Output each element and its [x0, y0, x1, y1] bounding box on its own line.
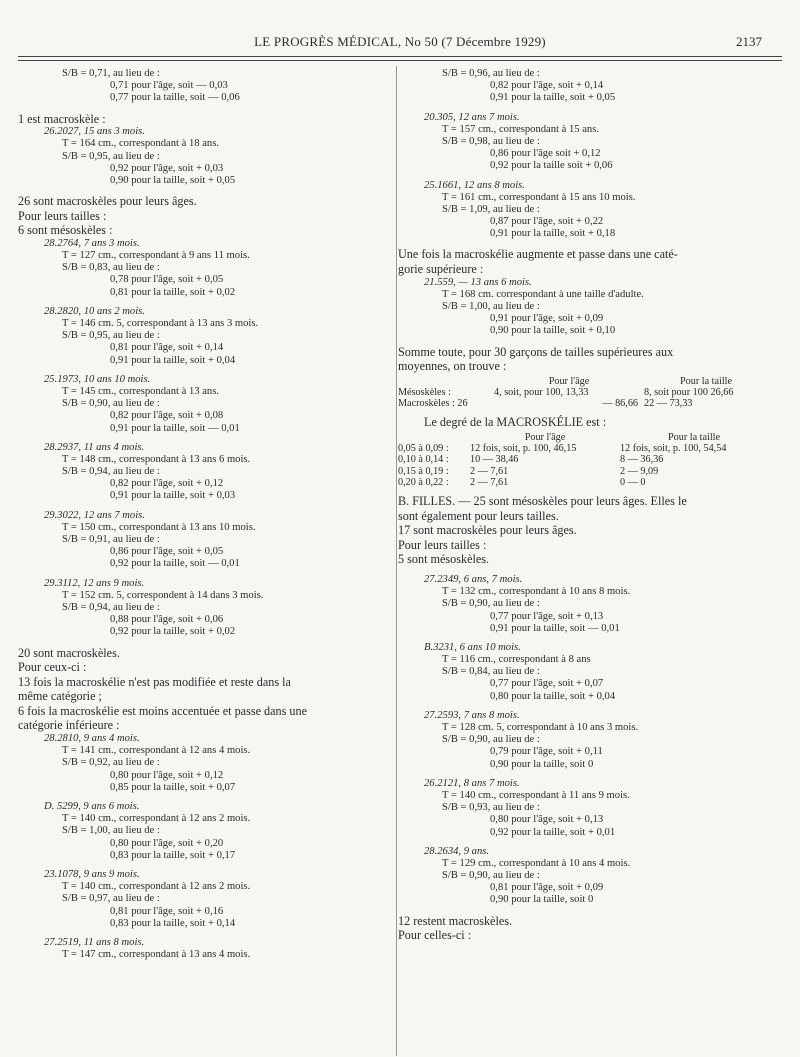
right-column-part-a — [398, 68, 770, 374]
text-line: T = 140 cm., correspondant à 12 ans 2 mois. — [62, 813, 251, 825]
right-column — [398, 68, 770, 943]
table-head-cell: Pour l'âge — [524, 431, 566, 443]
text-line: 0,90 pour la taille, soit 0 — [490, 894, 594, 906]
text-line: 0,77 pour l'âge, soit + 0,13 — [490, 610, 604, 622]
text-line: 0,82 pour l'âge, soit + 0,08 — [110, 410, 224, 422]
table-cell: 8 — 36,36 — [620, 454, 664, 466]
text-line: 0,91 pour l'âge, soit + 0,09 — [490, 313, 604, 325]
text-line: S/B = 0,91, au lieu de : — [62, 534, 160, 545]
text-line: S/B = 0,98, au lieu de : — [442, 135, 540, 147]
paragraph-line: Pour leurs tailles : — [18, 208, 107, 223]
text-line: T = 127 cm., correspondant à 9 ans 11 mois. — [62, 250, 250, 262]
text-line: 0,81 pour l'âge, soit + 0,09 — [490, 882, 604, 894]
running-header — [18, 34, 782, 52]
text-line: 27.2519, 11 ans 8 mois. — [44, 936, 145, 948]
text-line: 0,87 pour l'âge, soit + 0,22 — [490, 216, 604, 228]
paragraph-line: 17 sont macroskèles pour leurs âges. — [398, 523, 577, 538]
text-line: 21.559, — 13 ans 6 mois. — [424, 276, 532, 288]
text-line: 27.2593, 7 ans 8 mois. — [424, 709, 520, 721]
table-row — [398, 466, 768, 477]
table-cell: 4, soit, pour 100, 13,33 — [494, 386, 589, 398]
text-line: T = 152 cm. 5, correspondent à 14 dans 3 mois. — [62, 589, 264, 601]
text-line: 0,82 pour l'âge, soit + 0,14 — [490, 80, 604, 92]
spacer — [398, 839, 770, 846]
text-line: T = 146 cm. 5, correspondant à 13 ans 3 mois. — [62, 318, 259, 329]
text-line: 0,81 pour l'âge, soit + 0,16 — [110, 905, 224, 917]
text-line: 25.1973, 10 ans 10 mois. — [44, 373, 151, 385]
journal-title: LE PROGRÈS MÉDICAL, No 50 (7 Décembre 1929) — [254, 34, 546, 49]
spacer — [398, 771, 770, 778]
text-line: 27.2349, 6 ans, 7 mois. — [424, 573, 523, 585]
text-line: 0,88 pour l'âge, soit + 0,06 — [110, 614, 224, 626]
table-row — [398, 477, 768, 488]
text-line: B.3231, 6 ans 10 mois. — [424, 641, 521, 653]
spacer — [18, 299, 386, 306]
text-line: S/B = 1,00, au lieu de : — [62, 825, 160, 837]
paragraph-line: Somme toute, pour 30 garçons de tailles supérieures aux — [398, 344, 674, 359]
column-divider — [396, 66, 397, 1056]
left-column — [18, 68, 386, 961]
text-line: T = 132 cm., correspondant à 10 ans 8 mois. — [442, 586, 631, 598]
paragraph-line: 12 restent macroskèles. — [398, 913, 513, 928]
text-line: S/B = 0,90, au lieu de : — [442, 734, 540, 746]
text-line: S/B = 0,97, au lieu de : — [62, 893, 160, 905]
text-line: T = 157 cm., correspondant à 15 ans. — [442, 123, 599, 135]
paragraph-line: 20 sont macroskèles. — [18, 645, 120, 660]
table-cell: 12 fois, soit, p. 100, 46,15 — [470, 443, 577, 455]
text-line: S/B = 0,96, au lieu de : — [442, 68, 540, 79]
text-line: 26.2027, 15 ans 3 mois. — [44, 126, 145, 138]
table-row — [398, 387, 768, 398]
text-line: 0,78 pour l'âge, soit + 0,05 — [110, 274, 224, 286]
text-line: T = 161 cm., correspondant à 15 ans 10 mois. — [442, 191, 636, 203]
spacer — [18, 794, 386, 801]
spacer — [18, 571, 386, 578]
paragraph-line: même catégorie ; — [18, 689, 102, 704]
text-line: 0,91 pour la taille, soit + 0,05 — [490, 92, 616, 104]
text-line: S/B = 0,84, au lieu de : — [442, 666, 540, 678]
table-cell: 0,15 à 0,19 : — [398, 465, 449, 477]
text-line: 25.1661, 12 ans 8 mois. — [424, 179, 525, 191]
text-line: S/B = 0,95, au lieu de : — [62, 330, 160, 342]
text-line: 28.2937, 11 ans 4 mois. — [44, 441, 145, 453]
table-head-cell — [398, 376, 494, 387]
text-line: S/B = 0,83, au lieu de : — [62, 262, 160, 274]
spacer — [398, 173, 770, 180]
spacer — [18, 503, 386, 510]
text-line: 0,80 pour la taille, soit + 0,04 — [490, 690, 616, 702]
text-line: T = 140 cm., correspondant à 12 ans 2 mois. — [62, 881, 251, 893]
text-line: T = 168 cm. correspondant à une taille d'adulte. — [442, 288, 644, 300]
text-line: 0,86 pour l'âge, soit + 0,05 — [110, 546, 224, 558]
text-line: 0,91 pour la taille, soit + 0,04 — [110, 354, 236, 366]
text-line: 0,92 pour l'âge, soit + 0,03 — [110, 162, 224, 174]
page-number: 2137 — [736, 34, 762, 49]
text-line: 29.3022, 12 ans 7 mois. — [44, 509, 145, 521]
spacer — [18, 105, 386, 112]
text-line: S/B = 1,09, au lieu de : — [442, 203, 540, 215]
paragraph-line: sont également pour leurs tailles. — [398, 508, 559, 523]
table-cell: 0,20 à 0,22 : — [398, 476, 449, 488]
spacer — [398, 635, 770, 642]
text-line: S/B = 0,92, au lieu de : — [62, 757, 160, 769]
text-line: T = 129 cm., correspondant à 10 ans 4 mois. — [442, 857, 631, 869]
text-line: 0,77 pour la taille, soit — 0,06 — [110, 92, 240, 104]
paragraph-line: 6 sont mésoskèles : — [18, 223, 113, 238]
text-line: 0,79 pour l'âge, soit + 0,11 — [490, 746, 603, 758]
spacer — [18, 187, 386, 194]
table-cell: 8, soit pour 100 26,66 — [644, 386, 734, 398]
table-row — [398, 398, 768, 409]
spacer — [398, 567, 770, 574]
text-line: S/B = 0,94, au lieu de : — [62, 601, 160, 613]
text-line: 0,81 pour l'âge, soit + 0,14 — [110, 342, 224, 354]
paragraph-line: 26 sont macroskèles pour leurs âges. — [18, 194, 197, 209]
spacer — [398, 703, 770, 710]
text-line: 0,90 pour la taille, soit + 0,05 — [110, 174, 236, 186]
paragraph-line: 13 fois la macroskélie n'est pas modifiée et reste dans la — [18, 674, 291, 689]
text-line: 0,92 pour la taille, soit + 0,01 — [490, 826, 616, 838]
degree-heading: Le degré de la MACROSKÉLIE est : — [424, 415, 607, 430]
right-column-part-b — [398, 494, 770, 943]
text-line: 0,91 pour la taille, soit + 0,03 — [110, 490, 236, 502]
text-line: T = 141 cm., correspondant à 12 ans 4 mois. — [62, 745, 251, 757]
paragraph-line: 5 sont mésoskèles. — [398, 552, 490, 567]
text-line: 26.2121, 8 ans 7 mois. — [424, 777, 520, 789]
table-row — [398, 443, 768, 454]
paragraph-line: Pour ceux-ci : — [18, 660, 87, 675]
text-line: S/B = 0,90, au lieu de : — [442, 598, 540, 610]
table-cell: 22 — 73,33 — [644, 398, 693, 410]
spacer — [398, 105, 770, 112]
text-line: 0,83 pour la taille, soit + 0,14 — [110, 917, 236, 929]
text-line: 0,81 pour la taille, soit + 0,02 — [110, 286, 236, 298]
paragraph-line: moyennes, on trouve : — [398, 359, 507, 374]
text-line: T = 116 cm., correspondant à 8 ans — [442, 654, 591, 666]
text-line: 0,82 pour l'âge, soit + 0,12 — [110, 478, 224, 490]
summary-table-boys — [398, 376, 768, 410]
text-line: 0,92 pour la taille soit + 0,06 — [490, 160, 613, 172]
text-line: 0,80 pour l'âge, soit + 0,20 — [110, 837, 224, 849]
paragraph-line: Une fois la macroskélie augmente et passe dans une caté- — [398, 247, 678, 262]
text-line: T = 148 cm., correspondant à 13 ans 6 mois. — [62, 453, 251, 465]
text-line: 28.2764, 7 ans 3 mois. — [44, 237, 140, 249]
macroskelie-degree-table — [398, 432, 768, 488]
paragraph-line: 6 fois la macroskélie est moins accentuée et passe dans une — [18, 703, 308, 718]
text-line: S/B = 0,71, au lieu de : — [62, 68, 160, 79]
paragraph-line: catégorie inférieure : — [18, 718, 120, 733]
text-line: 28.2634, 9 ans. — [424, 845, 490, 857]
text-line: 0,91 pour la taille, soit — 0,01 — [110, 422, 240, 434]
text-line: 29.3112, 12 ans 9 mois. — [44, 577, 145, 589]
table-head-cell: Pour la taille — [679, 375, 733, 387]
spacer — [18, 862, 386, 869]
text-line: S/B = 0,90, au lieu de : — [442, 870, 540, 882]
text-line: 0,80 pour l'âge, soit + 0,13 — [490, 814, 604, 826]
text-line: 0,90 pour la taille, soit 0 — [490, 758, 594, 770]
spacer — [18, 639, 386, 646]
paragraph-line: Pour celles-ci : — [398, 928, 472, 943]
table-cell: — 86,66 — [602, 398, 638, 410]
table-cell: 0 — 0 — [620, 476, 646, 488]
table-cell: 0,05 à 0,09 : — [398, 443, 449, 455]
text-line: D. 5299, 9 ans 6 mois. — [44, 801, 140, 812]
table-head-cell — [398, 432, 470, 443]
table-cell: 2 — 7,61 — [470, 465, 509, 477]
spacer — [398, 338, 770, 345]
table-head-cell: Pour la taille — [667, 431, 721, 443]
table-cell: Macroskèles : 26 — [398, 398, 468, 410]
text-line: S/B = 0,93, au lieu de : — [442, 802, 540, 814]
text-line: 0,77 pour l'âge, soit + 0,07 — [490, 678, 604, 690]
table-cell: 2 — 9,09 — [620, 465, 659, 477]
text-line: 20.305, 12 ans 7 mois. — [424, 111, 520, 123]
text-line: S/B = 0,95, au lieu de : — [62, 150, 160, 162]
text-line: S/B = 0,90, au lieu de : — [62, 398, 160, 410]
table-header-row — [398, 432, 768, 443]
text-line: T = 164 cm., correspondant à 18 ans. — [62, 138, 219, 150]
spacer — [398, 907, 770, 914]
text-line: 23.1078, 9 ans 9 mois. — [44, 868, 140, 880]
paragraph-line: gorie supérieure : — [398, 262, 484, 277]
text-line: 0,85 pour la taille, soit + 0,07 — [110, 781, 236, 793]
text-line: 28.2810, 9 ans 4 mois. — [44, 733, 140, 745]
text-line: 0,92 pour la taille, soit — 0,01 — [110, 558, 240, 570]
paragraph-line: B. FILLES. — 25 sont mésoskèles pour leurs âges. Elles le — [398, 493, 687, 508]
text-line: 0,71 pour l'âge, soit — 0,03 — [110, 80, 228, 92]
table-cell: 12 fois, soit, p. 100, 54,54 — [620, 443, 727, 455]
text-line: T = 150 cm., correspondant à 13 ans 10 mois. — [62, 521, 256, 533]
text-line: 0,80 pour l'âge, soit + 0,12 — [110, 769, 224, 781]
text-line: T = 147 cm., correspondant à 13 ans 4 mois. — [62, 949, 251, 961]
header-rule — [18, 56, 782, 57]
paragraph-line: 1 est macroskèle : — [18, 111, 106, 126]
header-rule-thin — [18, 60, 782, 61]
text-line: 28.2820, 10 ans 2 mois. — [44, 305, 145, 317]
table-head-cell: Pour l'âge — [548, 375, 590, 387]
text-line: S/B = 1,00, au lieu de : — [442, 301, 540, 312]
text-line: 0,90 pour la taille, soit + 0,10 — [490, 325, 616, 337]
text-line: T = 145 cm., correspondant à 13 ans. — [62, 385, 219, 397]
text-line: T = 128 cm. 5, correspondant à 10 ans 3 mois. — [442, 722, 639, 733]
spacer — [18, 367, 386, 374]
text-line: 0,92 pour la taille, soit + 0,02 — [110, 626, 236, 638]
table-header-row — [398, 376, 768, 387]
text-line: 0,91 pour la taille, soit — 0,01 — [490, 622, 620, 634]
text-line: S/B = 0,94, au lieu de : — [62, 466, 160, 478]
table-cell: 10 — 38,46 — [470, 454, 519, 466]
table-cell: Mésoskèles : — [398, 386, 451, 398]
table-cell: 0,10 à 0,14 : — [398, 454, 449, 466]
table-cell: 2 — 7,61 — [470, 476, 509, 488]
spacer — [18, 435, 386, 442]
text-line: 0,86 pour l'âge soit + 0,12 — [490, 148, 601, 160]
paragraph-line: Pour leurs tailles : — [398, 537, 487, 552]
spacer — [18, 930, 386, 937]
table-row — [398, 454, 768, 465]
text-line: T = 140 cm., correspondant à 11 ans 9 mois. — [442, 789, 630, 801]
text-line: 0,91 pour la taille, soit + 0,18 — [490, 228, 616, 240]
spacer — [398, 240, 770, 247]
text-line: 0,83 pour la taille, soit + 0,17 — [110, 849, 236, 861]
